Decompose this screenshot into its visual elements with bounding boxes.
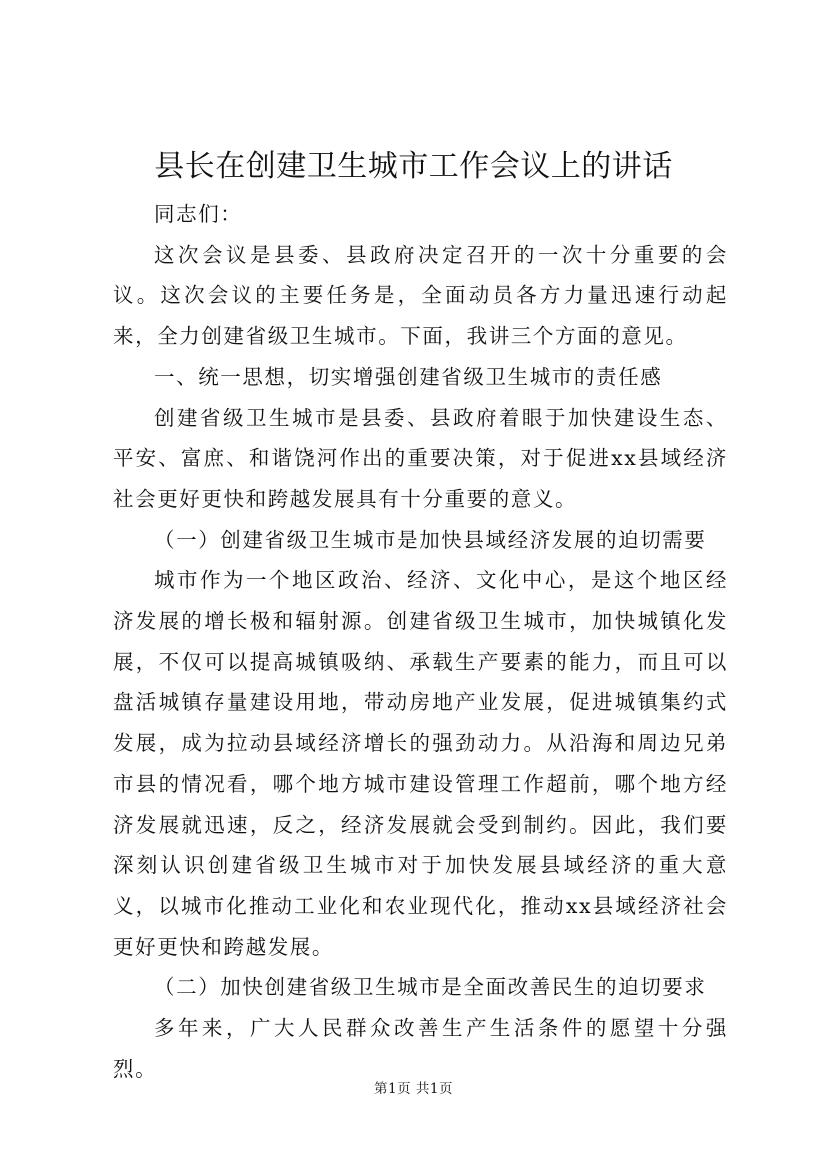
paragraph-intro: 这次会议是县委、县政府决定召开的一次十分重要的会议。这次会议的主要任务是，全面动员各方力量迅速行动起来，全力创建省级卫生城市。下面，我讲三个方面的意见。 bbox=[113, 242, 728, 349]
salutation: 同志们： bbox=[154, 202, 243, 226]
subsection-heading-1: （一）创建省级卫生城市是加快县域经济发展的迫切需要 bbox=[154, 527, 707, 552]
paragraph-section-1: 创建省级卫生城市是县委、县政府着眼于加快建设生态、平安、富庶、和谐饶河作出的重要决策，对于促进xx县域经济社会更好更快和跨越发展具有十分重要的意义。 bbox=[113, 405, 728, 511]
document-title: 县长在创建卫生城市工作会议上的讲话 bbox=[154, 149, 673, 184]
document-body bbox=[113, 194, 728, 1089]
paragraph-subsection-1: 城市作为一个地区政治、经济、文化中心，是这个地区经济发展的增长极和辐射源。创建省级卫生城市，加快城镇化发展，不仅可以提高城镇吸纳、承载生产要素的能力，而且可以盘活城镇存量建设用地，带动房地产业发展，促进城镇集约式发展，成为拉动县域经济增长的强劲动力。从沿海和周边兄弟市县的情况看，哪个地方城市建设管理工作超前，哪个地方经济发展就迅速，反之，经济发展就会受到制约。因此，我们要深刻认识创建省级卫生城市对于加快发展县域经济的重大意义，以城市化推动工业化和农业现代化，推动xx县域经济社会更好更快和跨越发展。 bbox=[113, 568, 728, 959]
paragraph-subsection-2: 多年来，广大人民群众改善生产生活条件的愿望十分强烈。 bbox=[113, 1016, 728, 1081]
section-heading-1: 一、统一思想，切实增强创建省级卫生城市的责任感 bbox=[154, 364, 663, 389]
subsection-heading-2: （二）加快创建省级卫生城市是全面改善民生的迫切要求 bbox=[154, 975, 707, 1000]
page-number-footer: 第1页 共1页 bbox=[374, 1081, 453, 1097]
